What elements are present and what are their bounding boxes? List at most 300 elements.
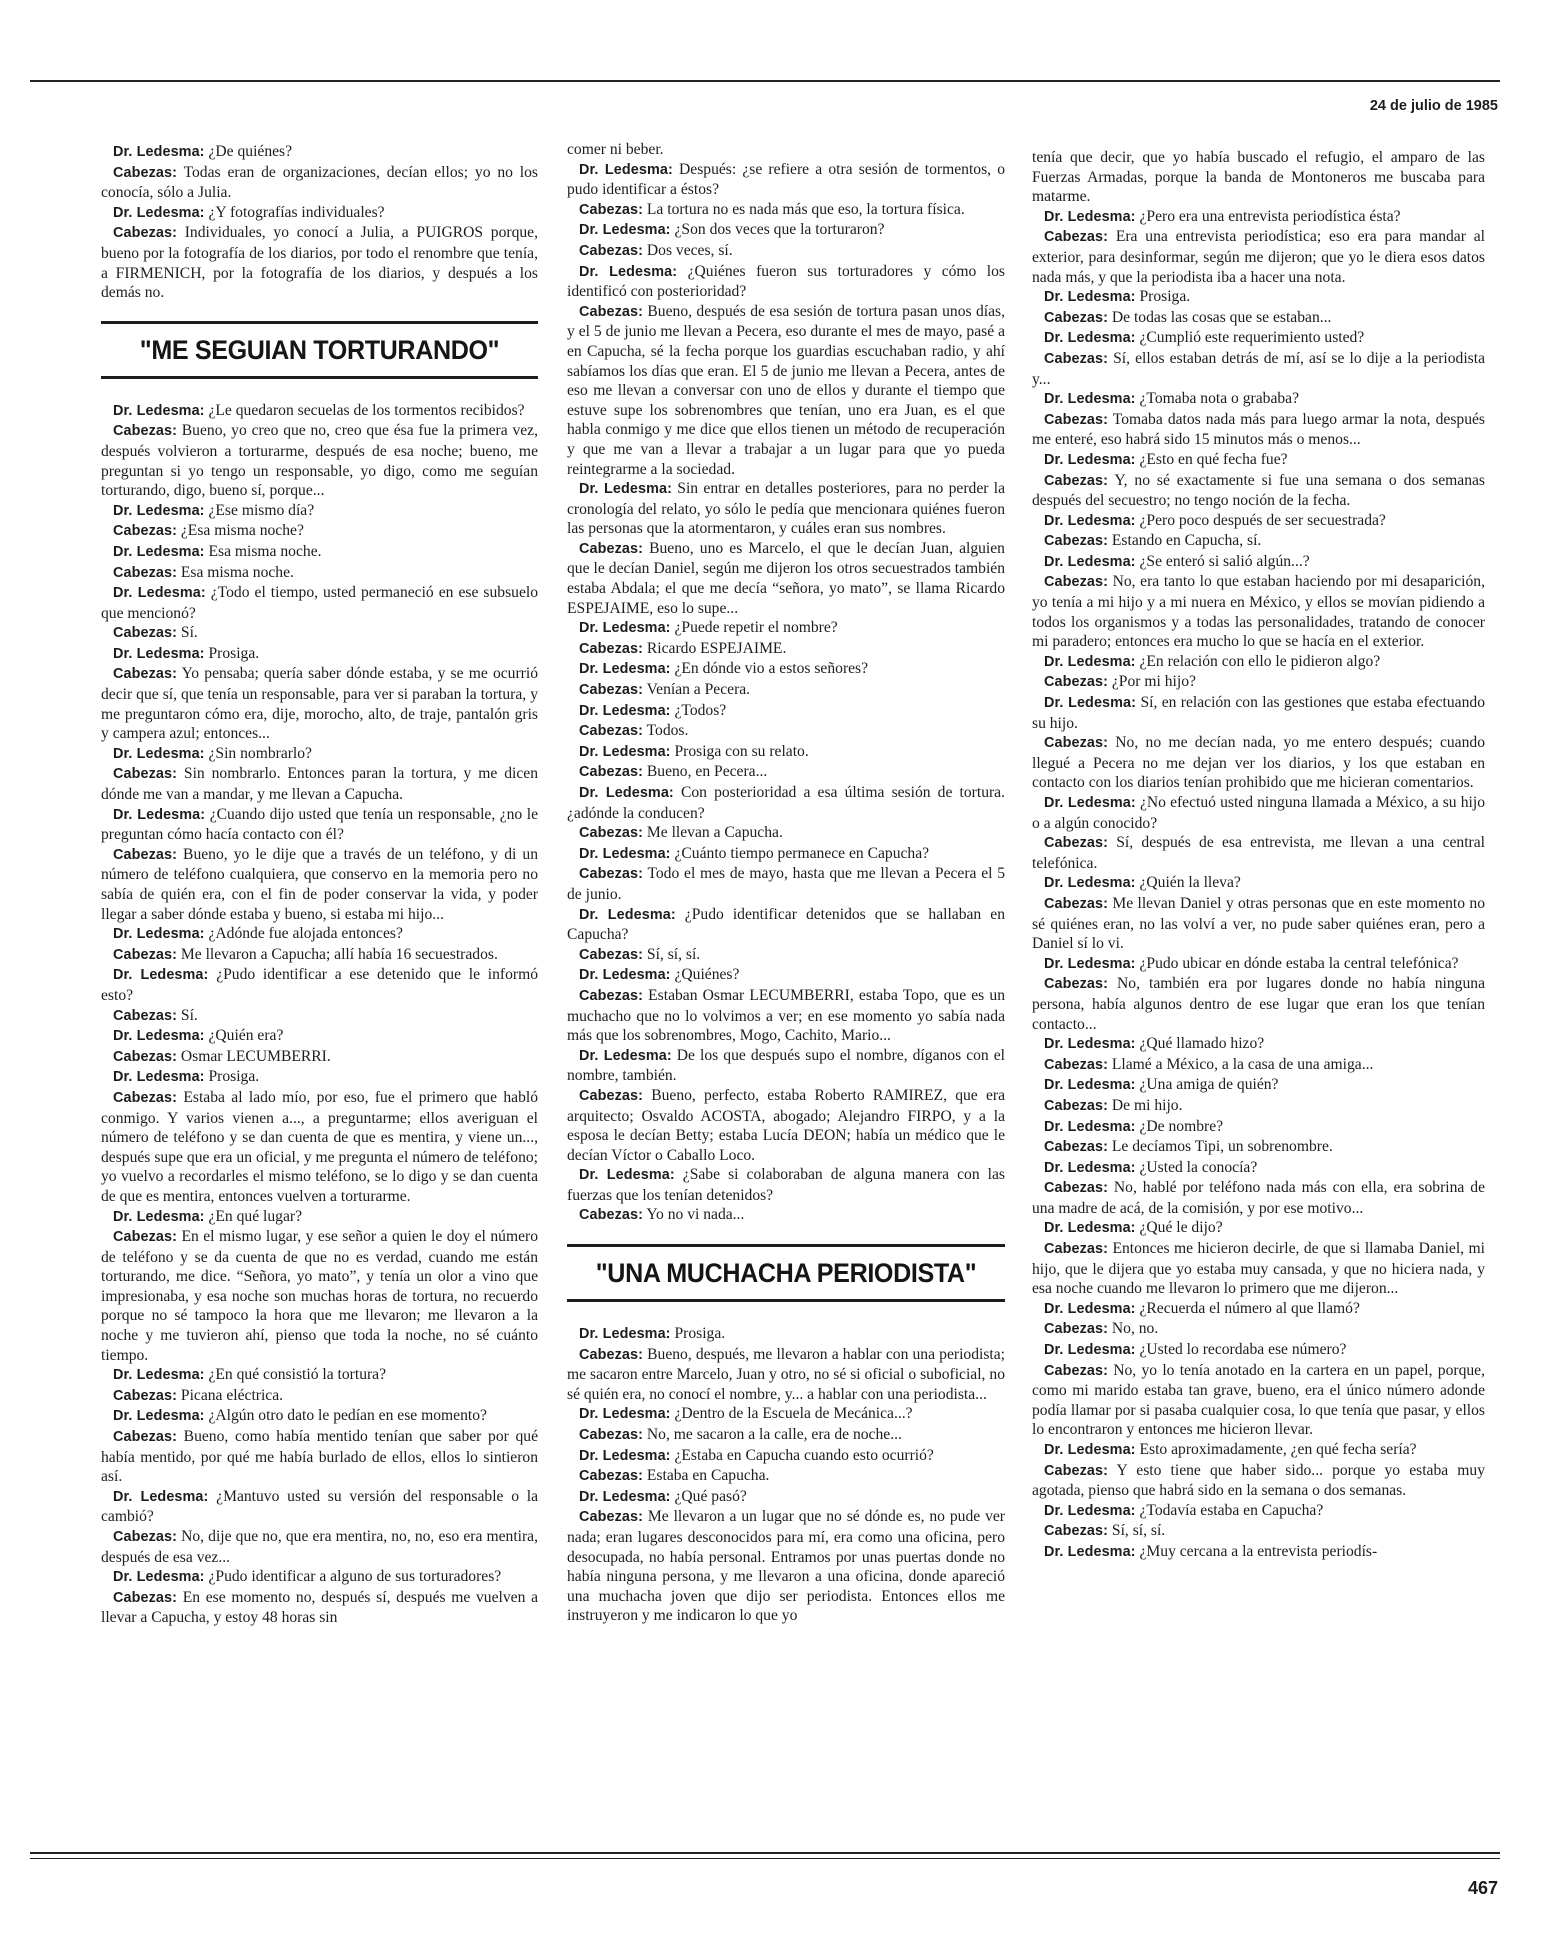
speech-text: Yo no vi nada... (646, 1206, 745, 1224)
speech-text: ¿Una amiga de quién? (1139, 1076, 1279, 1094)
dialogue-paragraph (567, 965, 1005, 986)
page-number: 467 (1467, 1878, 1498, 1898)
speech-text: Bueno, como había mentido tenían que saber por qué había mentido, por qué me había burlado de ellos, ellos lo sintieron así. (101, 1428, 538, 1486)
dialogue-paragraph (101, 1088, 538, 1207)
speaker-label: Cabezas: (113, 1387, 177, 1404)
speaker-label: Cabezas: (579, 640, 643, 657)
dialogue-paragraph (567, 680, 1005, 701)
dialogue-paragraph (101, 1006, 538, 1027)
dialogue-paragraph (1032, 1218, 1485, 1239)
speech-text: Individuales, yo conocí a Julia, a PUIGROS porque, bueno por la fotografía de los diarios, por todo el renombre que tenía, a FIRMENICH, por la fotografía de los diarios, y después a los demás no. (101, 224, 538, 302)
speech-text: Todo el mes de mayo, hasta que me llevan a Pecera el 5 de junio. (567, 865, 1005, 903)
speaker-label: Cabezas: (1044, 1180, 1108, 1197)
speaker-label: Dr. Ledesma: (113, 926, 205, 943)
speech-text: Me llevan Daniel y otras personas que en este momento no sé quiénes eran, no las volví a ver, no pude saber quiénes eran, pero a Daniel sí lo vi. (1032, 894, 1485, 953)
speech-text: Me llevaron a Capucha; allí había 16 secuestrados. (180, 945, 498, 963)
speaker-label: Cabezas: (113, 423, 177, 440)
speech-text: ¿Cuando dijo usted que tenía un responsable, ¿no le preguntan cómo hacía contacto con él? (101, 805, 538, 844)
dialogue-paragraph (1032, 894, 1485, 954)
speaker-label: Dr. Ledesma: (113, 745, 205, 762)
speech-text: Esa misma noche. (208, 542, 322, 560)
speaker-label: Cabezas: (113, 523, 177, 540)
speech-text: ¿Qué pasó? (674, 1487, 747, 1505)
speech-text: Bueno, yo le dije que a través de un teléfono, y di un número de teléfono cualquiera, que conservo en la memoria pero no sabía de quién era, con el fin de poder conservar la vida, y poder llegar a saber dónde estaba y bueno, si estaba mi hijo... (101, 845, 538, 923)
speaker-label: Cabezas: (1044, 1139, 1108, 1156)
dialogue-paragraph (1032, 1075, 1485, 1096)
speech-text: ¿Muy cercana a la entrevista periodís- (1139, 1542, 1378, 1560)
speaker-label: Dr. Ledesma: (579, 1326, 671, 1343)
speaker-label: Dr. Ledesma: (579, 845, 671, 862)
speaker-label: Cabezas: (1044, 411, 1108, 428)
speech-text: Y, no sé exactamente si fue una semana o dos semanas después del secuestro; no tengo noción de la fecha. (1032, 471, 1485, 510)
speech-text: Venían a Pecera. (646, 681, 751, 699)
dialogue-paragraph (1032, 1096, 1485, 1117)
dialogue-paragraph (101, 563, 538, 584)
speech-text: En el mismo lugar, y ese señor a quien le doy el número de teléfono y se da cuenta de que no es verdad, cuando me están torturando, me dice. “Señora, yo mato”, y tenía un olor a vino que impresionaba, y esa noche son muchas horas de tortura, no recuerdo porque no sé tampoco la hora que me llevaron; me llevaron a la noche y me tuvieron ahí, pienso que toda la noche, no sé cuánto tiempo. (101, 1228, 538, 1364)
speaker-label: Cabezas: (1044, 674, 1108, 691)
speaker-label: Dr. Ledesma: (579, 906, 676, 923)
speaker-label: Dr. Ledesma: (1044, 955, 1136, 972)
speaker-label: Dr. Ledesma: (1044, 391, 1136, 408)
speech-text: Prosiga. (1139, 288, 1191, 306)
speech-text: ¿Pero era una entrevista periodística ésta? (1139, 207, 1401, 225)
dialogue-paragraph (101, 542, 538, 563)
speaker-label: Cabezas: (1044, 835, 1108, 852)
speaker-label: Cabezas: (579, 1087, 643, 1104)
speaker-label: Dr. Ledesma: (579, 1047, 672, 1064)
speech-text: Todos. (646, 722, 689, 740)
speech-text: ¿Puede repetir el nombre? (674, 619, 838, 637)
dialogue-paragraph (1032, 652, 1485, 673)
dialogue-paragraph (1032, 1319, 1485, 1340)
bottom-rule-thin (30, 1858, 1500, 1859)
speech-text: ¿Todos? (674, 701, 727, 719)
speech-text: Estando en Capucha, sí. (1111, 532, 1262, 550)
speech-text: Ricardo ESPEJAIME. (646, 639, 787, 657)
speaker-label: Cabezas: (113, 946, 177, 963)
speech-text: Prosiga. (674, 1325, 726, 1343)
dialogue-paragraph (101, 924, 538, 945)
speaker-label: Dr. Ledesma: (1044, 553, 1136, 570)
speech-text: ¿Pero poco después de ser secuestrada? (1139, 511, 1386, 529)
speech-text: Después: ¿se refiere a otra sesión de tormentos, o pudo identificar a éstos? (567, 160, 1005, 199)
dialogue-paragraph (1032, 471, 1485, 511)
dialogue-paragraph (101, 764, 538, 804)
speaker-label: Dr. Ledesma: (113, 1488, 209, 1505)
dialogue-paragraph (1032, 1501, 1485, 1522)
speech-text: ¿Dentro de la Escuela de Mecánica...? (674, 1405, 913, 1423)
speech-text: Y esto tiene que haber sido... porque yo estaba muy agotada, pienso que habrá sido en la semana o dos semanas. (1032, 1461, 1485, 1500)
speech-text: ¿Y fotografías individuales? (208, 203, 385, 221)
speaker-label: Cabezas: (113, 625, 177, 642)
dialogue-paragraph (567, 864, 1005, 904)
speech-text: ¿Quiénes fueron sus torturadores y cómo los identificó con posterioridad? (567, 262, 1005, 301)
speaker-label: Dr. Ledesma: (1044, 289, 1136, 306)
dialogue-paragraph (567, 1466, 1005, 1487)
dialogue-paragraph (101, 583, 538, 623)
speaker-label: Dr. Ledesma: (113, 1028, 205, 1045)
dialogue-paragraph (101, 845, 538, 924)
speaker-label: Cabezas: (579, 1468, 643, 1485)
speaker-label: Cabezas: (113, 1048, 177, 1065)
speech-text: Llamé a México, a la casa de una amiga... (1111, 1055, 1374, 1073)
speech-text: Tomaba datos nada más para luego armar la nota, después me enteré, eso habrá sido 15 minutos más o menos... (1032, 410, 1485, 449)
dialogue-paragraph (567, 1404, 1005, 1425)
dialogue-paragraph (101, 1207, 538, 1228)
speech-text: No, era tanto lo que estaban haciendo por mi desaparición, yo tenía a mi hijo y a mi nuera en México, y ellos se movían pidiendo a todos los organismos y a todas las personalidades, tratando de conocer mi paradero; entonces era mucho lo que se hacía en el exterior. (1032, 573, 1485, 651)
speaker-label: Cabezas: (1044, 735, 1108, 752)
speech-text: ¿Son dos veces que la torturaron? (674, 221, 885, 239)
dialogue-paragraph (1032, 531, 1485, 552)
speech-text: No, no me decían nada, yo me entero después; cuando llegué a Pecera no me dejan ver los diarios, y los que estaban en contacto con los diarios tenían prohibido que me hicieran comentarios. (1032, 734, 1485, 792)
dialogue-paragraph (567, 160, 1005, 200)
speech-text: No, no. (1111, 1320, 1159, 1338)
speaker-label: Dr. Ledesma: (579, 967, 671, 984)
speaker-label: Dr. Ledesma: (113, 1208, 205, 1225)
dialogue-paragraph (567, 618, 1005, 639)
speaker-label: Dr. Ledesma: (1044, 1342, 1136, 1359)
speaker-label: Cabezas: (1044, 895, 1108, 912)
dialogue-paragraph (101, 1026, 538, 1047)
speaker-label: Cabezas: (579, 764, 643, 781)
speech-text: ¿Esto en qué fecha fue? (1139, 450, 1288, 468)
dialogue-paragraph (101, 521, 538, 542)
speaker-label: Cabezas: (579, 682, 643, 699)
speaker-label: Cabezas: (113, 1229, 177, 1246)
dialogue-paragraph (1032, 1178, 1485, 1218)
speech-text: ¿Quién la lleva? (1139, 874, 1241, 892)
dialogue-paragraph (567, 1507, 1005, 1626)
speech-text: Estaba en Capucha. (646, 1467, 770, 1485)
dialogue-paragraph (101, 501, 538, 522)
dialogue-paragraph (567, 1324, 1005, 1345)
speaker-label: Dr. Ledesma: (579, 161, 673, 178)
dialogue-paragraph (567, 1086, 1005, 1165)
speaker-label: Dr. Ledesma: (113, 502, 205, 519)
speech-text: La tortura no es nada más que eso, la tortura física. (646, 200, 965, 218)
speaker-label: Cabezas: (1044, 472, 1108, 489)
speaker-label: Dr. Ledesma: (579, 1488, 671, 1505)
dialogue-paragraph (567, 1046, 1005, 1086)
dialogue-paragraph (101, 965, 538, 1005)
speech-text: Sin entrar en detalles posteriores, para no perder la cronología del relato, yo sólo le pedía que mencionara quiénes fueron las personas que la atormentaron, y cuáles eran sus nombres. (567, 480, 1005, 538)
speech-text: En ese momento no, después sí, después me vuelven a llevar a Capucha, y estoy 48 horas sin (101, 1588, 538, 1627)
dialogue-paragraph (567, 1487, 1005, 1508)
speaker-label: Cabezas: (1044, 350, 1108, 367)
speech-text: Con posterioridad a esa última sesión de tortura. ¿adónde la conducen? (567, 784, 1005, 822)
dialogue-paragraph (1032, 207, 1485, 228)
dialogue-paragraph (1032, 349, 1485, 389)
dialogue-paragraph (101, 203, 538, 224)
speaker-label: Dr. Ledesma: (1044, 1300, 1136, 1317)
speech-text: De mi hijo. (1111, 1096, 1183, 1114)
dialogue-paragraph (101, 1487, 538, 1527)
speech-text: Todas eran de organizaciones, decían ellos; yo no los conocía, sólo a Julia. (101, 163, 538, 202)
speech-text: ¿Usted lo recordaba ese número? (1139, 1341, 1347, 1359)
speaker-label: Dr. Ledesma: (1044, 1543, 1136, 1560)
speaker-label: Cabezas: (113, 666, 177, 683)
section-heading: "UNA MUCHACHA PERIODISTA" (595, 1258, 977, 1289)
speech-text: ¿Recuerda el número al que llamó? (1139, 1299, 1360, 1317)
dialogue-paragraph (567, 262, 1005, 302)
dialogue-paragraph (1032, 974, 1485, 1034)
dialogue-paragraph (101, 744, 538, 765)
dialogue-paragraph (1032, 287, 1485, 308)
speaker-label: Cabezas: (1044, 1362, 1108, 1379)
speech-text: No, también era por lugares donde no había ninguna persona, había algunos dentro de ese lugar que eran los que tenían contacto... (1032, 975, 1485, 1033)
speech-text: De todas las cosas que se estaban... (1111, 308, 1332, 326)
dialogue-paragraph (1032, 672, 1485, 693)
speaker-label: Dr. Ledesma: (1044, 451, 1136, 468)
dialogue-paragraph (101, 945, 538, 966)
dialogue-paragraph (101, 1365, 538, 1386)
speech-text: Sí. (180, 1006, 198, 1024)
dialogue-paragraph (567, 539, 1005, 618)
speaker-label: Dr. Ledesma: (1044, 795, 1136, 811)
speech-text: ¿Pudo identificar a ese detenido que le informó esto? (101, 966, 538, 1004)
speaker-label: Cabezas: (579, 1509, 643, 1526)
speech-text: Era una entrevista periodística; eso era para mandar al exterior, para desinformar, según me dijeron; que yo le diera esos datos nada más, y que la periodista iba a hacer una nota. (1032, 228, 1485, 286)
dialogue-paragraph (1032, 308, 1485, 329)
dialogue-paragraph (101, 1427, 538, 1487)
speech-text: Bueno, en Pecera... (646, 763, 768, 781)
speaker-label: Cabezas: (113, 1429, 177, 1446)
speaker-label: Dr. Ledesma: (1044, 1118, 1136, 1135)
speaker-label: Dr. Ledesma: (579, 1167, 675, 1184)
speaker-label: Dr. Ledesma: (579, 785, 674, 801)
dialogue-paragraph (101, 1386, 538, 1407)
dialogue-paragraph (567, 200, 1005, 221)
dialogue-paragraph (101, 421, 538, 500)
dialogue-paragraph (567, 945, 1005, 966)
speaker-label: Cabezas: (579, 242, 643, 259)
section-heading-block (101, 321, 538, 379)
speech-text: Me llevaron a un lugar que no sé dónde es, no pude ver nada; eran lugares desconocidos para mí, era como una oficina, pero desocupada, no había personal. Entramos por unas puertas donde no había ninguna persona, y me llevaron a una oficina, donde apareció una muchacha joven que dijo ser periodista. Entonces ellos me instruyeron y me indicaron lo que yo (567, 1508, 1005, 1625)
speaker-label: Cabezas: (113, 1089, 177, 1106)
speaker-label: Cabezas: (113, 1529, 177, 1545)
speech-text: No, hablé por teléfono nada más con ella, era sobrina de una madre de acá, de la comisión, y por ese motivo... (1032, 1179, 1485, 1217)
speaker-label: Dr. Ledesma: (579, 702, 671, 719)
dialogue-paragraph (567, 241, 1005, 262)
speech-text: No, yo lo tenía anotado en la cartera en un papel, porque, como mi marido estaba tan grave, bueno, era el único número adonde podía llamar por si pasaba cualquier cosa, lo que tenía que pasar, y ellos lo encontraron y entonces me hicieron llevar. (1032, 1361, 1485, 1439)
dialogue-paragraph (101, 401, 538, 422)
speech-text: Sí, sí, sí. (1111, 1522, 1166, 1540)
speech-text: ¿Sabe si colaboraban de alguna manera con las fuerzas que los tenían detenidos? (567, 1166, 1005, 1204)
speech-text: ¿Pudo identificar detenidos que se hallaban en Capucha? (567, 905, 1005, 944)
speaker-label: Cabezas: (579, 1427, 643, 1444)
speaker-label: Cabezas: (113, 164, 177, 181)
dialogue-paragraph (1032, 733, 1485, 793)
speech-text: ¿No efectuó usted ninguna llamada a México, a su hijo o a algún conocido? (1032, 794, 1485, 832)
speaker-label: Dr. Ledesma: (113, 645, 205, 662)
speech-text: ¿Qué llamado hizo? (1139, 1035, 1265, 1053)
speaker-label: Cabezas: (113, 766, 177, 783)
dialogue-paragraph (1032, 1361, 1485, 1440)
dialogue-paragraph (1032, 227, 1485, 287)
dialogue-paragraph (1032, 793, 1485, 833)
speech-text: ¿Ese mismo día? (208, 501, 315, 519)
speaker-label: Dr. Ledesma: (1044, 208, 1136, 225)
speaker-label: Dr. Ledesma: (1044, 1077, 1136, 1094)
dialogue-paragraph (1032, 410, 1485, 450)
speaker-label: Cabezas: (1044, 1321, 1108, 1338)
dialogue-paragraph (101, 805, 538, 845)
dialogue-paragraph (567, 742, 1005, 763)
dialogue-paragraph (101, 623, 538, 644)
dialogue-paragraph (567, 721, 1005, 742)
speaker-label: Cabezas: (1044, 309, 1108, 326)
dialogue-paragraph (567, 1165, 1005, 1205)
speaker-label: Cabezas: (579, 1346, 643, 1363)
speech-text: Sí. (180, 624, 198, 642)
dialogue-paragraph (1032, 1299, 1485, 1320)
speech-text: Osmar LECUMBERRI. (180, 1047, 331, 1065)
speaker-label: Cabezas: (1044, 1056, 1108, 1073)
speaker-label: Dr. Ledesma: (1044, 1159, 1136, 1176)
speaker-label: Dr. Ledesma: (113, 144, 205, 160)
speech-text: ¿Usted la conocía? (1139, 1158, 1258, 1176)
dialogue-paragraph (567, 762, 1005, 783)
speaker-label: Dr. Ledesma: (579, 1406, 671, 1423)
speaker-label: Cabezas: (1044, 976, 1108, 993)
speaker-label: Dr. Ledesma: (113, 1569, 205, 1586)
dialogue-paragraph (567, 1205, 1005, 1226)
text-column-1 (101, 142, 538, 1850)
speaker-label: Dr. Ledesma: (113, 1367, 205, 1384)
speaker-label: Cabezas: (1044, 229, 1108, 246)
speech-text: ¿Le quedaron secuelas de los tormentos recibidos? (208, 401, 525, 419)
speech-text: Prosiga. (208, 644, 260, 662)
speaker-label: Dr. Ledesma: (113, 806, 206, 823)
speaker-label: Dr. Ledesma: (1044, 875, 1136, 892)
speaker-label: Dr. Ledesma: (113, 1408, 205, 1425)
speaker-label: Dr. Ledesma: (113, 402, 205, 419)
dialogue-paragraph (567, 701, 1005, 722)
speaker-label: Dr. Ledesma: (1044, 653, 1136, 670)
speaker-label: Cabezas: (113, 846, 177, 863)
dialogue-paragraph (567, 844, 1005, 865)
section-heading: "ME SEGUIAN TORTURANDO" (139, 334, 500, 365)
speech-text: Prosiga con su relato. (674, 742, 809, 760)
dialogue-paragraph (101, 1567, 538, 1588)
dialogue-paragraph (567, 140, 1005, 160)
dialogue-paragraph (1032, 954, 1485, 975)
dialogue-paragraph (101, 644, 538, 665)
dialogue-paragraph (1032, 511, 1485, 532)
speech-text: Sí, sí, sí. (646, 945, 701, 963)
dialogue-paragraph (101, 1067, 538, 1088)
speaker-label: Dr. Ledesma: (579, 661, 671, 678)
speaker-label: Cabezas: (579, 946, 643, 963)
speech-text: Dos veces, sí. (646, 241, 733, 259)
speech-text: ¿Se enteró si salió algún...? (1139, 552, 1310, 570)
speech-text: Esa misma noche. (180, 563, 294, 581)
dialogue-paragraph (567, 302, 1005, 479)
dialogue-paragraph (567, 1446, 1005, 1467)
speaker-label: Dr. Ledesma: (579, 222, 671, 239)
speech-text: De los que después supo el nombre, díganos con el nombre, también. (567, 1046, 1005, 1085)
speaker-label: Dr. Ledesma: (1044, 512, 1136, 529)
speaker-label: Dr. Ledesma: (1044, 1220, 1136, 1237)
speaker-label: Dr. Ledesma: (579, 743, 671, 760)
section-heading-block (567, 1244, 1005, 1302)
dialogue-paragraph (1032, 693, 1485, 733)
speech-text: tenía que decir, que yo había buscado el refugio, el amparo de las Fuerzas Armadas, porque la banda de Montoneros me buscaba para matarme. (1032, 149, 1485, 206)
speaker-label: Cabezas: (113, 1007, 177, 1024)
dialogue-paragraph (1032, 572, 1485, 651)
speaker-label: Dr. Ledesma: (1044, 1502, 1136, 1519)
speech-text: Sin nombrarlo. Entonces paran la tortura, y me dicen dónde me van a mandar, y me llevan a Capucha. (101, 765, 538, 804)
speech-text: ¿Todo el tiempo, usted permaneció en ese subsuelo que mencionó? (101, 584, 538, 622)
speaker-label: Cabezas: (1044, 1523, 1108, 1540)
speaker-label: Cabezas: (579, 723, 643, 740)
dialogue-paragraph (101, 223, 538, 302)
dialogue-paragraph (1032, 873, 1485, 894)
dialogue-paragraph (1032, 1440, 1485, 1461)
dialogue-paragraph (1032, 328, 1485, 349)
speech-text: ¿Sin nombrarlo? (208, 744, 312, 762)
speech-text: Estaba al lado mío, por eso, fue el primero que habló conmigo. Y varios vienen a..., a preguntarme; ellos averiguan el número de teléfono y se dan cuenta de que es mentira, y viene un..., después supe que era un oficial, y me pregunta el número de teléfono; yo vuelvo a recordarles el mismo teléfono, se lo digo y se dan cuenta de que es mentira, entonces vuelven a torturarme. (101, 1088, 538, 1205)
dialogue-paragraph (101, 1406, 538, 1427)
speaker-label: Dr. Ledesma: (579, 481, 672, 498)
speaker-label: Cabezas: (579, 866, 643, 883)
speaker-label: Dr. Ledesma: (113, 967, 209, 984)
dialogue-paragraph (101, 1588, 538, 1628)
dialogue-paragraph (1032, 450, 1485, 471)
top-rule (30, 80, 1500, 82)
speech-text: ¿Cumplió este requerimiento usted? (1139, 329, 1365, 347)
dialogue-paragraph (1032, 1340, 1485, 1361)
speech-text: Prosiga. (208, 1068, 260, 1086)
speech-text: Me llevan a Capucha. (646, 824, 783, 842)
dialogue-paragraph (567, 220, 1005, 241)
dialogue-paragraph (567, 823, 1005, 844)
speaker-label: Cabezas: (113, 1589, 177, 1606)
dialogue-paragraph (567, 986, 1005, 1046)
speech-text: Esto aproximadamente, ¿en qué fecha sería? (1139, 1441, 1417, 1458)
speaker-label: Dr. Ledesma: (113, 543, 205, 560)
speech-text: ¿Por mi hijo? (1111, 673, 1196, 691)
speech-text: ¿Pudo ubicar en dónde estaba la central telefónica? (1139, 954, 1459, 972)
dialogue-paragraph (1032, 1137, 1485, 1158)
speaker-label: Cabezas: (1044, 1241, 1108, 1258)
dialogue-paragraph (567, 1345, 1005, 1405)
speech-text: comer ni beber. (567, 141, 664, 158)
speech-text: ¿En dónde vio a estos señores? (674, 660, 869, 678)
dialogue-paragraph (101, 664, 538, 743)
dialogue-paragraph (567, 659, 1005, 680)
speech-text: Bueno, después de esa sesión de tortura pasan unos días, y el 5 de junio me llevan a Pecera, eso durante el mes de mayo, pasé a en Capucha, sé la fecha porque los guardias escuchaban radio, y ahí sabíamos los días que eran. El 5 de junio me llevan a Pecera, antes de eso me llevan a conversar con uno de ellos y durante el tiempo que estuve supe los sobrenombres que tenían, uno era Juan, es el que habla conmigo y me dice que ellos tienen un método de recuperación y que me van a llevar a trabajar a un lugar para que yo pueda reintegrarme a la sociedad. (567, 302, 1005, 478)
text-column-2 (567, 140, 1005, 1848)
speaker-label: Dr. Ledesma: (1044, 1442, 1136, 1458)
speech-text: Picana eléctrica. (180, 1386, 284, 1404)
dialogue-paragraph (567, 1425, 1005, 1446)
bottom-rule (30, 1852, 1500, 1854)
speaker-label: Cabezas: (1044, 533, 1108, 550)
dialogue-paragraph (101, 142, 538, 163)
dialogue-paragraph (1032, 1117, 1485, 1138)
speech-text: ¿Quién era? (208, 1027, 284, 1045)
speaker-label: Cabezas: (579, 303, 643, 320)
speech-text: Sí, después de esa entrevista, me llevan a una central telefónica. (1032, 834, 1485, 872)
dialogue-paragraph (1032, 1542, 1485, 1563)
speaker-label: Dr. Ledesma: (113, 585, 206, 602)
speaker-label: Cabezas: (113, 225, 177, 242)
dialogue-paragraph (1032, 389, 1485, 410)
speech-text: Le decíamos Tipi, un sobrenombre. (1111, 1138, 1333, 1156)
speech-text: ¿En relación con ello le pidieron algo? (1139, 652, 1381, 670)
speech-text: Bueno, después, me llevaron a hablar con una periodista; me sacaron entre Marcelo, Juan y otro, no sé si oficial o suboficial, no sé quién era, no conocí el nombre, y... a hablar con una periodista... (567, 1345, 1005, 1403)
